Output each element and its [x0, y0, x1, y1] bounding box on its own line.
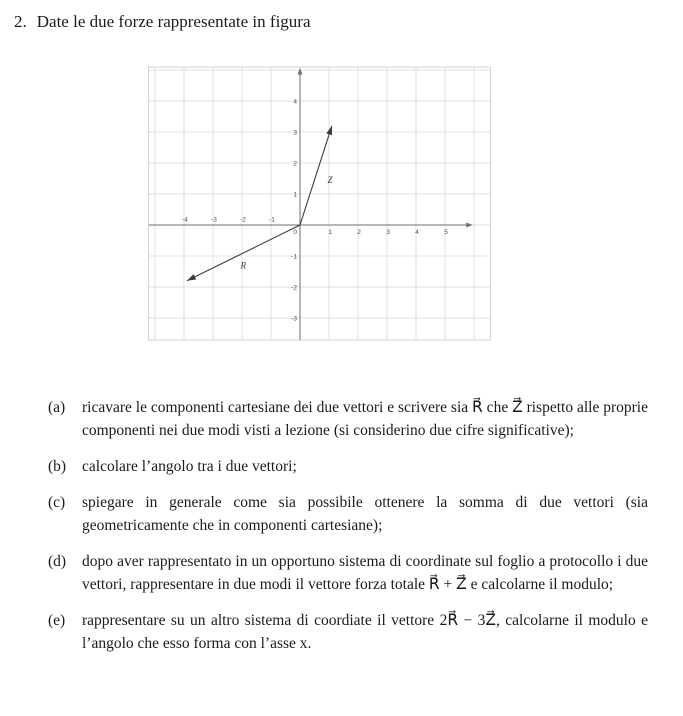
- svg-text:-4: -4: [182, 216, 188, 224]
- svg-text:4: 4: [415, 229, 419, 236]
- question-item-a: [48, 396, 648, 442]
- problem-heading: [14, 10, 311, 34]
- svg-text:-2: -2: [240, 216, 246, 224]
- svg-text:1: 1: [328, 229, 332, 236]
- svg-text:-3: -3: [211, 216, 217, 224]
- vector-r-label: R⃗: [240, 260, 254, 271]
- question-item-c: [48, 491, 648, 537]
- question-label: (e): [48, 612, 66, 629]
- question-label: (d): [48, 553, 67, 570]
- question-list: [48, 396, 648, 668]
- figure-frame: [149, 67, 491, 340]
- svg-text:2: 2: [357, 229, 361, 236]
- question-item-d: [48, 550, 648, 596]
- svg-text:0: 0: [293, 229, 297, 236]
- svg-text:-1: -1: [291, 253, 297, 261]
- svg-text:1: 1: [293, 191, 297, 199]
- svg-text:5: 5: [444, 229, 448, 236]
- question-label: (a): [48, 399, 66, 416]
- force-vectors: [187, 126, 332, 281]
- grid-lines: [149, 67, 490, 340]
- svg-text:-2: -2: [291, 284, 297, 292]
- question-label: (c): [48, 494, 66, 511]
- question-label: (b): [48, 458, 67, 475]
- question-text: ricavare le componenti cartesiane dei due vettori e scrivere sia R⃗ che Z⃗ rispetto alle proprie componenti nei due modi visti a lezione (si considerino due cifre significative);: [82, 399, 648, 439]
- coordinate-axes: [149, 68, 473, 340]
- problem-title: Date le due forze rappresentate in figura: [36, 12, 311, 31]
- svg-text:3: 3: [293, 129, 297, 137]
- question-item-b: [48, 455, 648, 478]
- vector-z-label: Z⃗: [327, 175, 340, 186]
- svg-text:-1: -1: [269, 216, 275, 224]
- question-text: rappresentare su un altro sistema di coordiate il vettore 2R⃗ − 3Z⃗, calcolarne il modulo e l’angolo che esso forma con l’asse x.: [82, 612, 648, 652]
- svg-text:-3: -3: [291, 315, 297, 323]
- svg-text:3: 3: [386, 229, 390, 236]
- svg-text:2: 2: [293, 160, 297, 168]
- figure-svg: [148, 64, 491, 341]
- vector-r-arrow: [187, 225, 300, 281]
- problem-number: 2.: [14, 12, 27, 31]
- question-text: spiegare in generale come sia possibile ottenere la somma di due vettori (sia geometricamente che in componenti cartesiane);: [82, 494, 648, 534]
- question-item-e: [48, 609, 648, 655]
- vector-figure: [148, 64, 491, 341]
- svg-text:4: 4: [293, 98, 297, 106]
- question-text: calcolare l’angolo tra i due vettori;: [82, 458, 297, 475]
- question-text: dopo aver rappresentato in un opportuno sistema di coordinate sul foglio a protocollo i due vettori, rappresentare in due modi il vettore forza totale R⃗ + Z⃗ e calcolarne il modulo;: [82, 553, 648, 593]
